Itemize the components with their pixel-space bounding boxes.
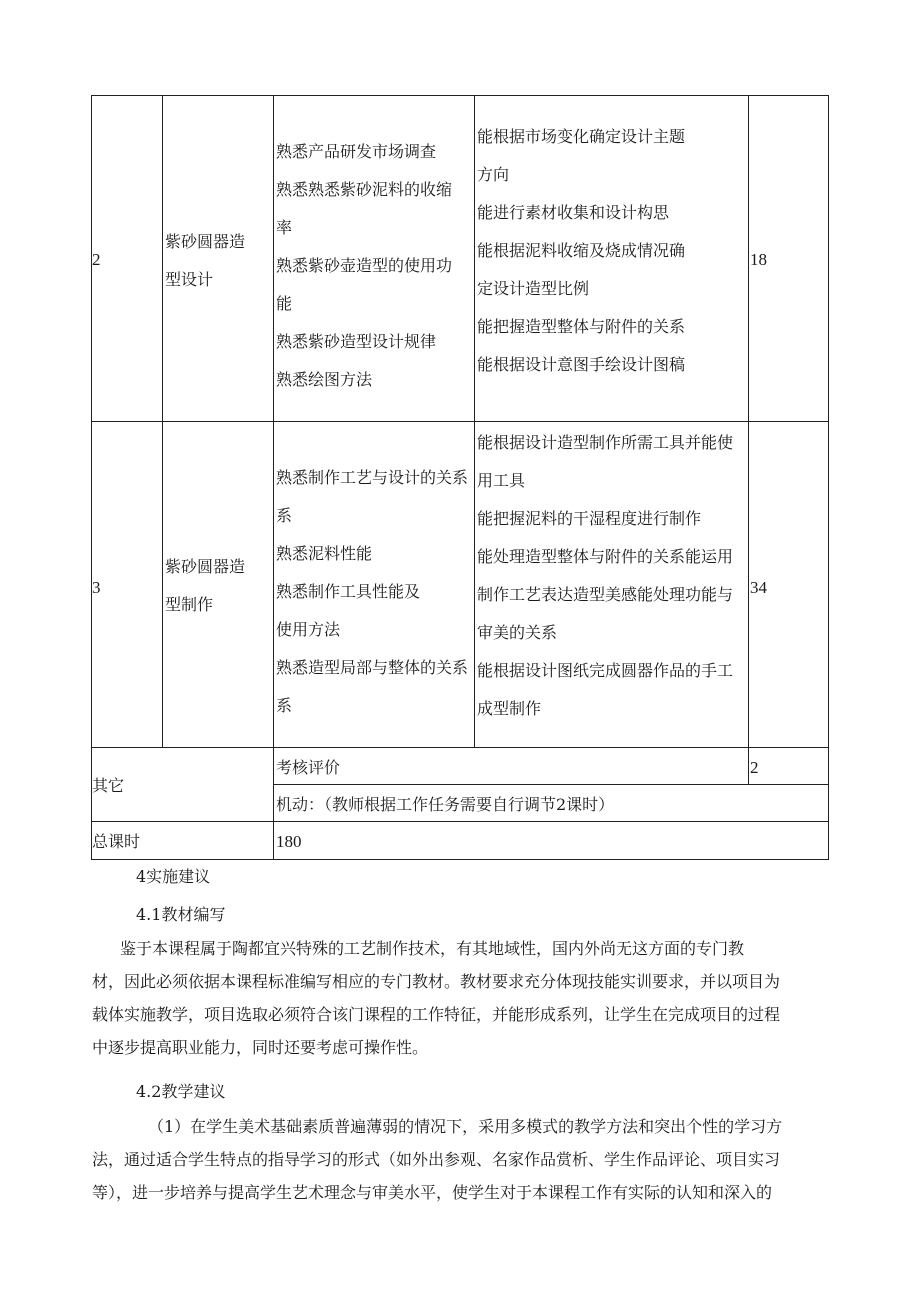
row-divider (91, 421, 829, 422)
paragraph-textbook: 鉴于本课程属于陶都宜兴特殊的工艺制作技术，有其地域性，国内外尚无这方面的专门教 材，因此必须依据本课程标准编写相应的专门教材。教材要求充分体现技能实训要求，并以项目为 载体实施教学，项目选取必须符合该门课程的工作特征，并能形成系列，让学生在完成项目的过程 中逐步提高职业能力，同时还要考虑可操作性。 (92, 939, 781, 1057)
hours: 34 (750, 578, 767, 597)
hours: 18 (750, 250, 767, 269)
other-label: 其它 (92, 776, 125, 795)
row-divider (91, 821, 829, 822)
col-divider (748, 95, 749, 785)
row-divider (91, 747, 829, 748)
total-hours-value: 180 (276, 832, 302, 851)
assessment-label: 考核评价 (276, 758, 341, 777)
col-divider (162, 95, 163, 748)
subsection-heading: 4.1教材编写 (136, 905, 226, 924)
knowledge-requirements: 熟悉制作工艺与设计的关系 系 熟悉泥料性能 熟悉制作工具性能及 使用方法 熟悉造型局部与整体的关系 系 (276, 468, 469, 715)
row-number: 2 (92, 250, 101, 269)
knowledge-requirements: 熟悉产品研发市场调查 熟悉熟悉紫砂泥料的收缩 率 熟悉紫砂壶造型的使用功 能 熟悉紫砂造型设计规律 熟悉绘图方法 (276, 142, 453, 389)
col-divider (273, 95, 274, 860)
skill-requirements: 能根据设计造型制作所需工具并能使 用工具 能把握泥料的干湿程度进行制作 能处理造型整体与附件的关系能运用 制作工艺表达造型美感能处理功能与 审美的关系 能根据设计图纸完成圆器作品的手工 成型制作 (477, 433, 734, 718)
paragraph-teaching: （1）在学生美术基础素质普遍薄弱的情况下，采用多模式的教学方法和突出个性的学习方 法，通过适合学生特点的指导学习的形式（如外出参观、名家作品赏析、学生作品评论、项目实习 等），进一步培养与提高学生艺术理念与审美水平，使学生对于本课程工作有实际的认知和深入的 (92, 1117, 783, 1202)
skill-requirements: 能根据市场变化确定设计主题 方向 能进行素材收集和设计构思 能根据泥料收缩及烧成情况确 定设计造型比例 能把握造型整体与附件的关系 能根据设计意图手绘设计图稿 (477, 127, 686, 374)
col-divider (474, 95, 475, 748)
section-heading: 4实施建议 (136, 867, 211, 886)
row-divider (273, 784, 829, 785)
total-hours-label: 总课时 (92, 832, 141, 851)
module-name: 紫砂圆器造 型设计 (165, 232, 246, 289)
table-border-bottom (91, 859, 829, 860)
assessment-hours: 2 (750, 758, 759, 777)
row-number: 3 (92, 578, 101, 597)
flexible-note: 机动：（教师根据工作任务需要自行调节2课时） (276, 795, 615, 814)
module-name: 紫砂圆器造 型制作 (165, 557, 246, 614)
table-border-top (91, 95, 829, 96)
subsection-heading: 4.2教学建议 (136, 1082, 226, 1101)
table-border-right (828, 95, 829, 860)
table-border-left (91, 95, 92, 860)
